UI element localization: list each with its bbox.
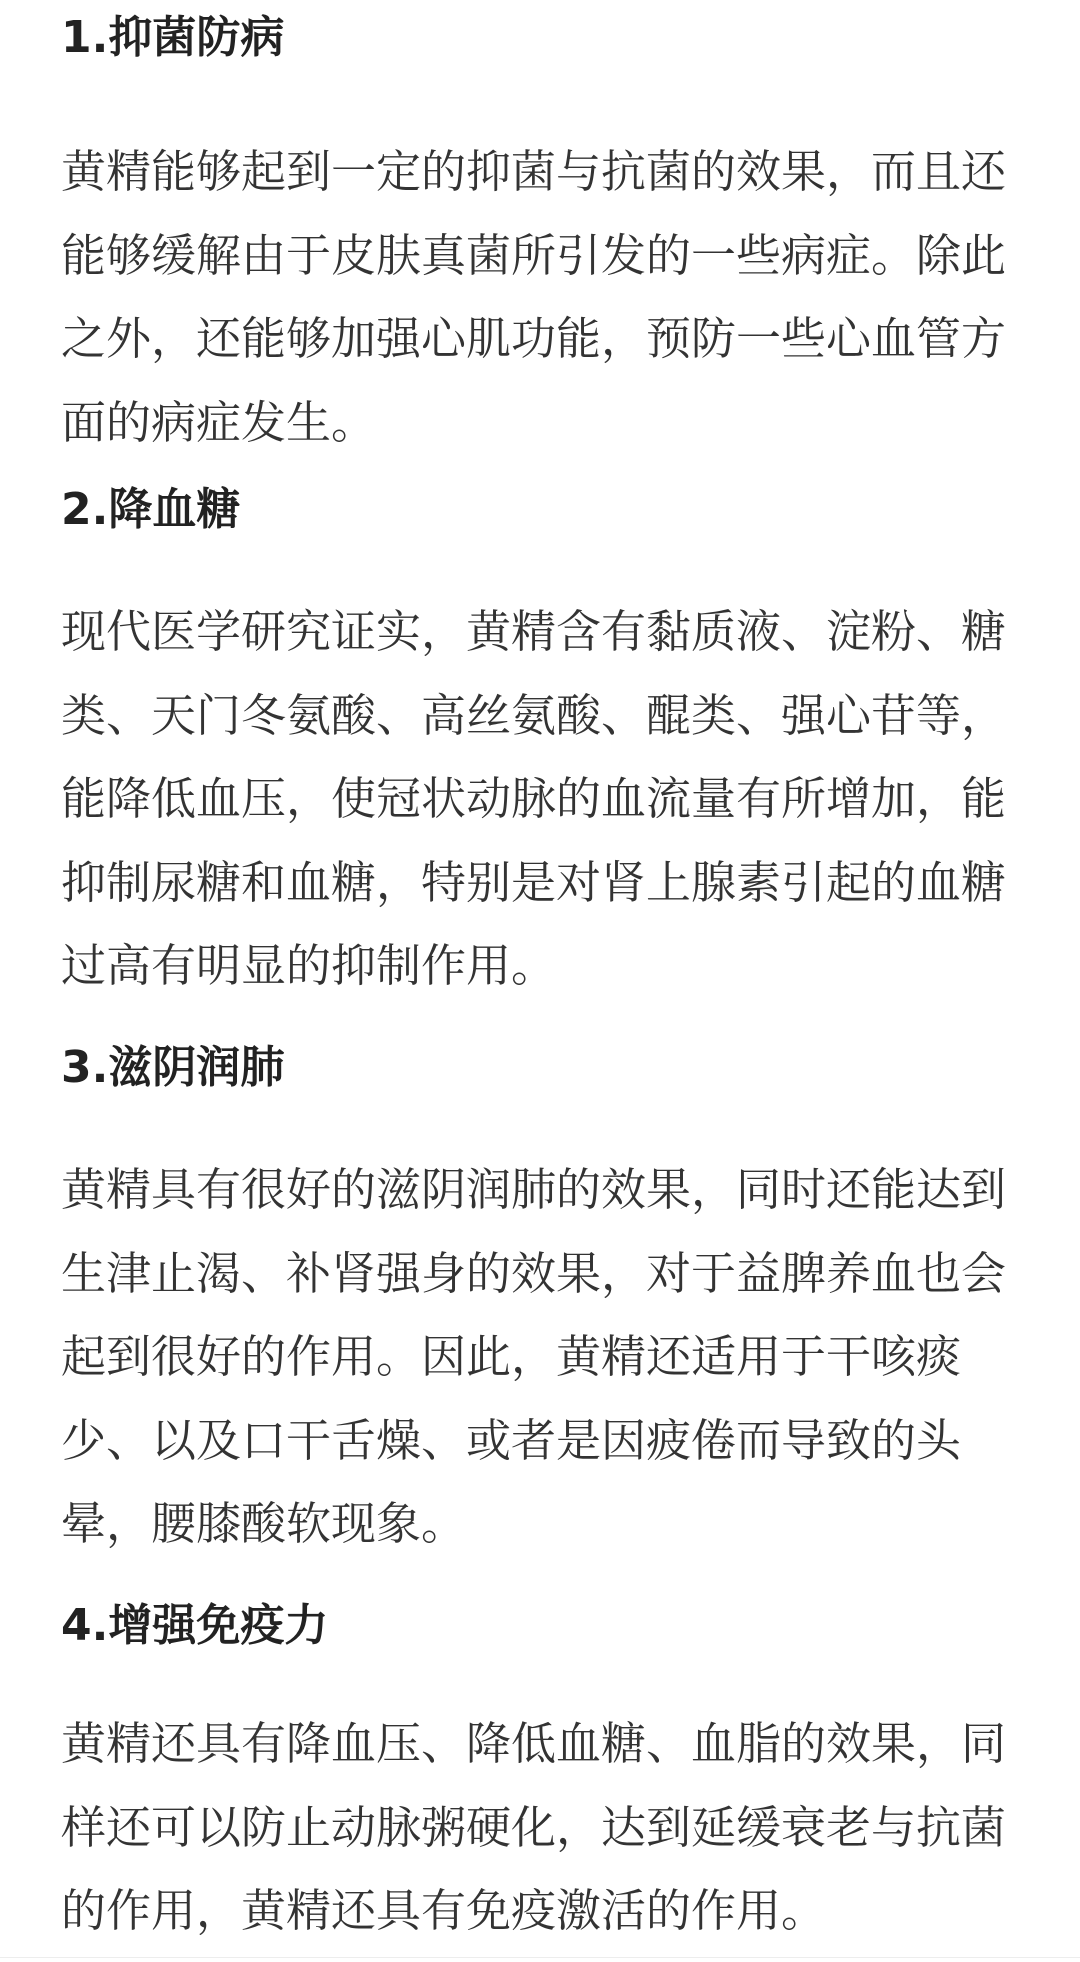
section-nourish-lungs [61,1036,1031,1566]
section-paragraph: 黄精具有很好的滋阴润肺的效果，同时还能达到生津止渴、补肾强身的效果，对于益脾养血也会起到很好的作用。因此，黄精还适用于干咳痰少、以及口干舌燥、或者是因疲倦而导致的头晕，腰膝酸软现象。 [61,1163,1007,1551]
section-heading: 1.抑菌防病 [61,12,285,63]
bottom-divider [0,1957,1080,1958]
section-antibacterial [61,6,1031,464]
section-heading: 3.滋阴润肺 [61,1042,285,1093]
section-paragraph: 黄精还具有降血压、降低血糖、血脂的效果，同样还可以防止动脉粥硬化，达到延缓衰老与抗菌的作用，黄精还具有免疫激活的作用。 [61,1717,1007,1938]
section-immunity [61,1594,1031,1953]
section-lower-blood-sugar [61,478,1031,1008]
section-heading: 4.增强免疫力 [61,1600,329,1651]
section-paragraph: 黄精能够起到一定的抑菌与抗菌的效果，而且还能够缓解由于皮肤真菌所引发的一些病症。除此之外，还能够加强心肌功能，预防一些心血管方面的病症发生。 [61,145,1007,449]
section-heading: 2.降血糖 [61,484,241,535]
section-paragraph: 现代医学研究证实，黄精含有黏质液、淀粉、糖类、天门冬氨酸、高丝氨酸、醌类、强心苷等，能降低血压，使冠状动脉的血流量有所增加，能抑制尿糖和血糖，特别是对肾上腺素引起的血糖过高有明显的抑制作用。 [61,605,1007,993]
